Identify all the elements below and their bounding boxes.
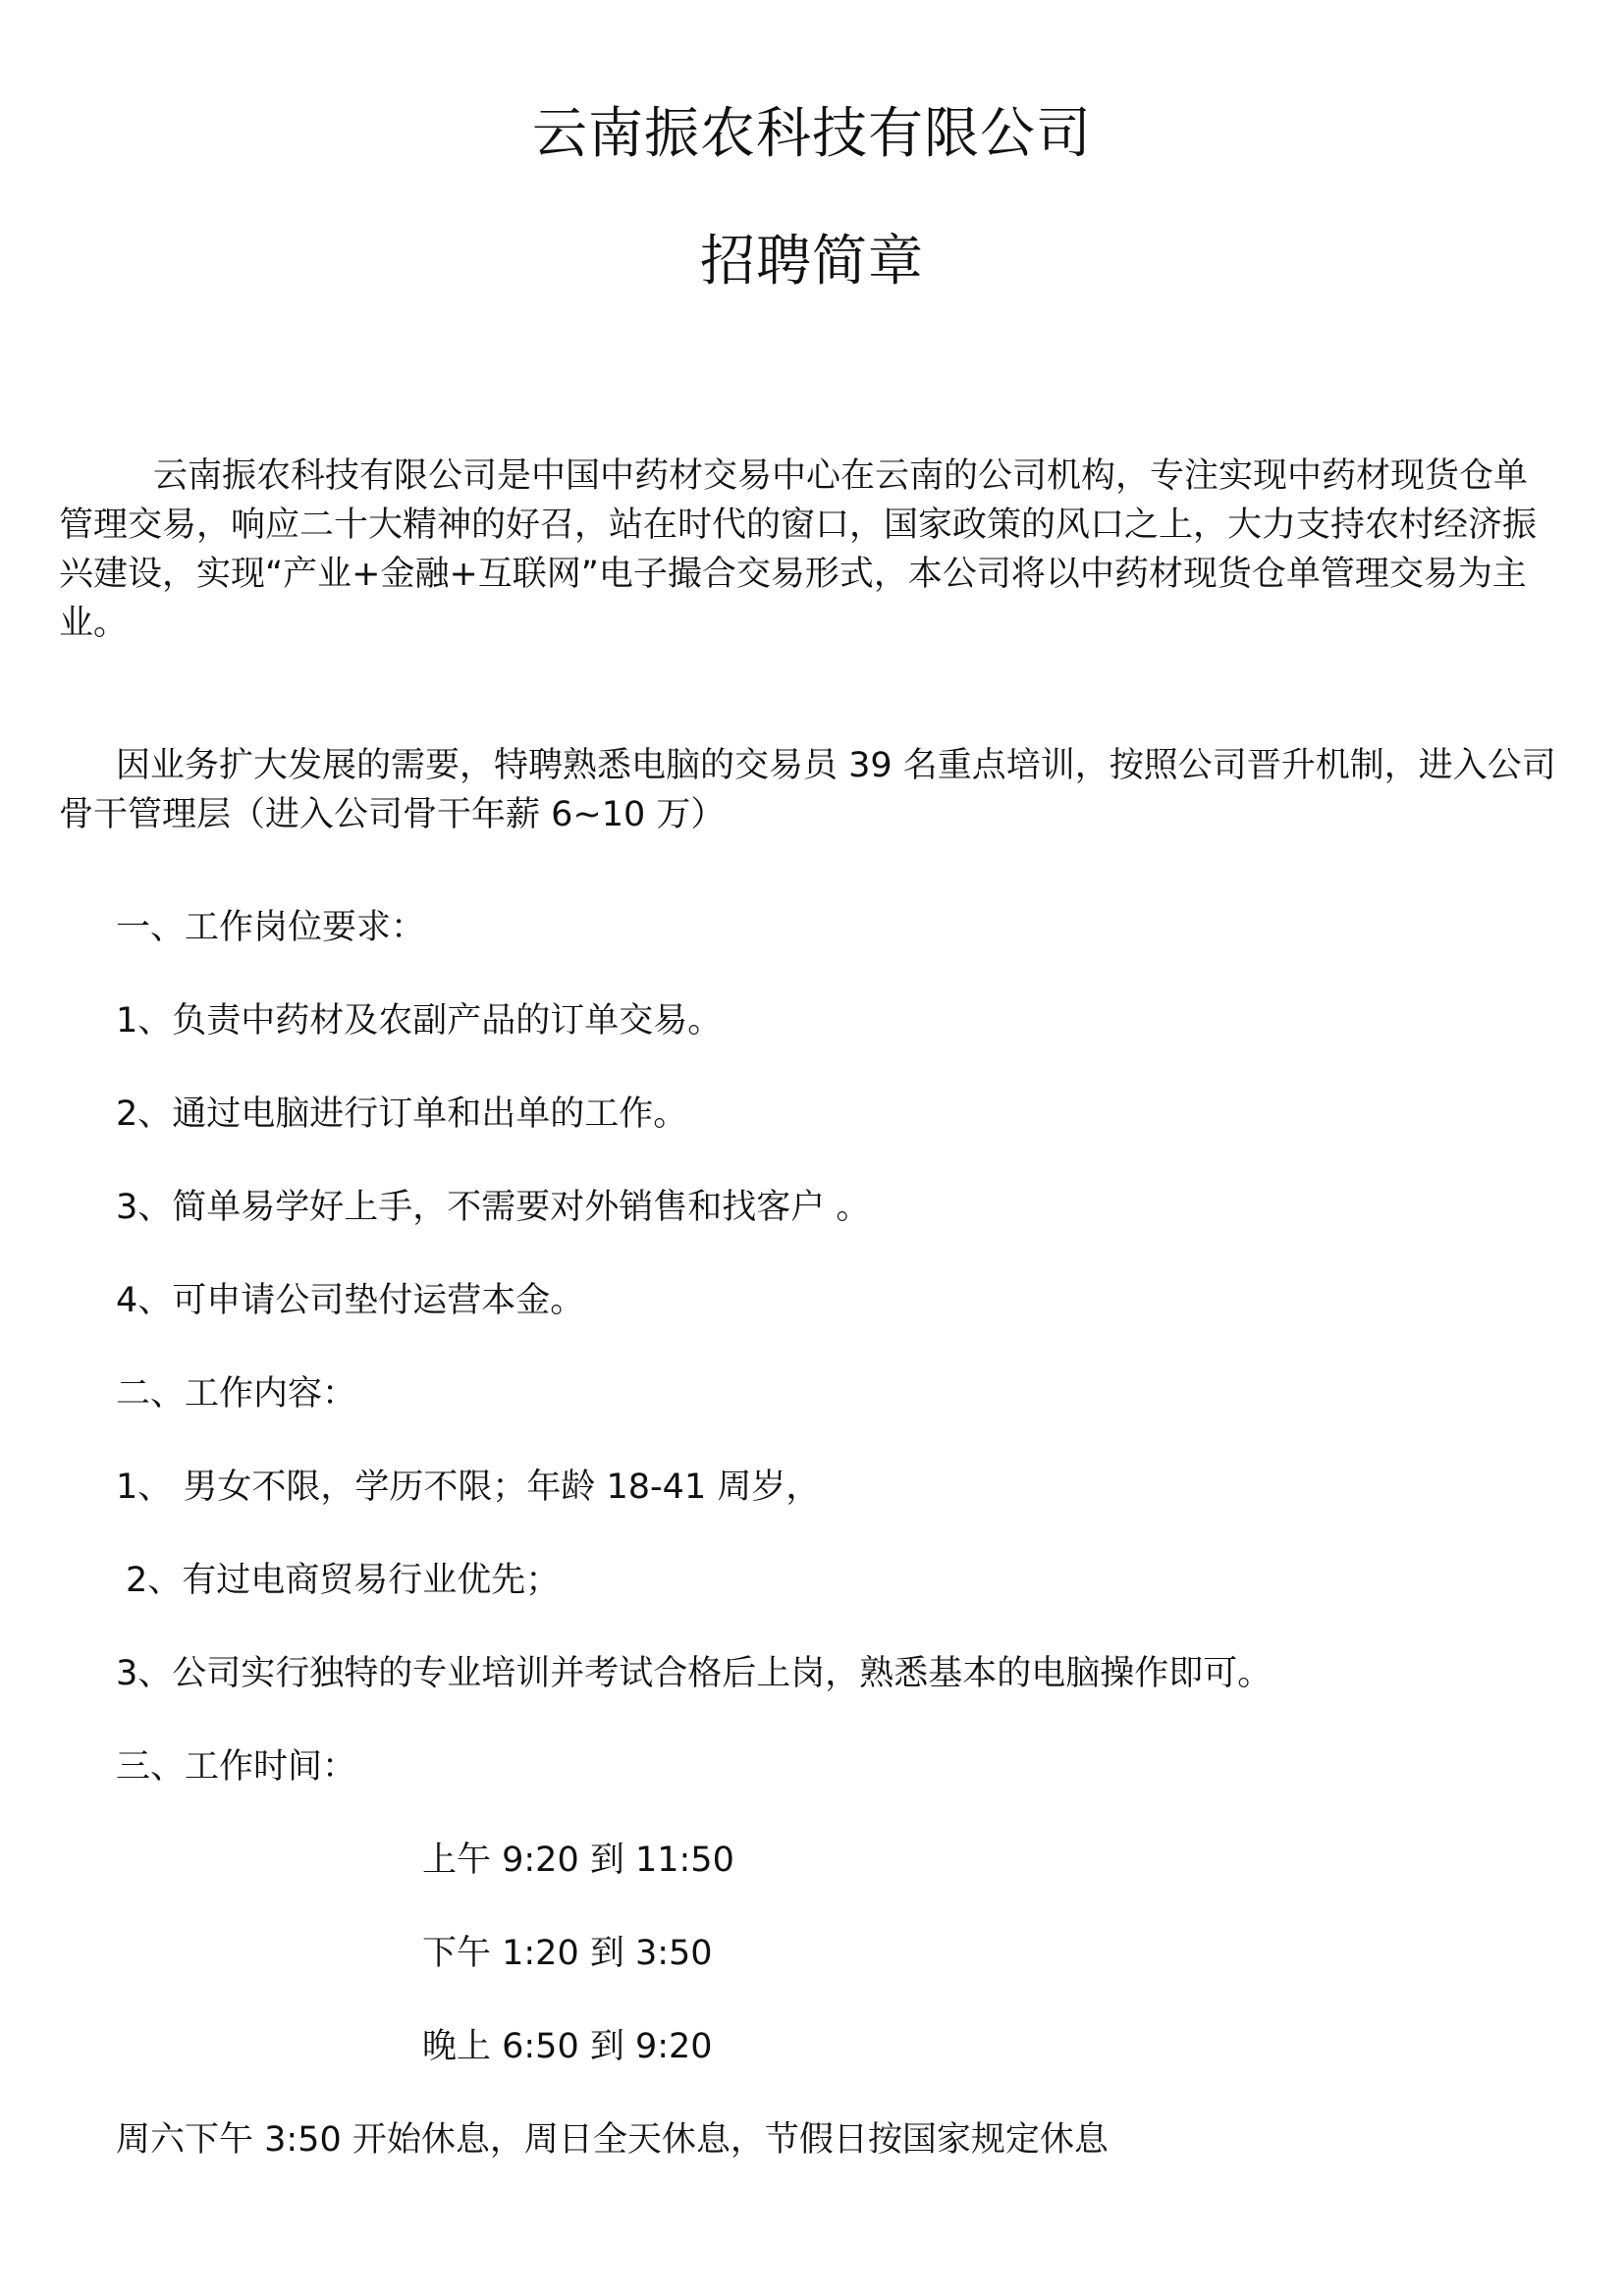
section1-item: 2、通过电脑进行订单和出单的工作。	[116, 1095, 688, 1134]
intro-paragraph-text: 云南振农科技有限公司是中国中药材交易中心在云南的公司机构，专注实现中药材现货仓单管理交易，响应二十大精神的好召，站在时代的窗口，国家政策的风口之上，大力支持农村经济振兴建设，实现“产业+金融+互联网”电子撮合交易形式，本公司将以中药材现货仓单管理交易为主业。	[59, 456, 1538, 643]
work-time-morning: 上午 9:20 到 11:50	[422, 1841, 734, 1880]
section2-heading: 二、工作内容：	[116, 1374, 357, 1414]
section2-item: 1、 男女不限，学历不限；年龄 18-41 周岁，	[116, 1468, 821, 1507]
document-title: 招聘简章	[700, 230, 924, 294]
rest-note: 周六下午 3:50 开始休息，周日全天休息，节假日按国家规定休息	[116, 2120, 1109, 2160]
section1-item: 1、负责中药材及农副产品的订单交易。	[116, 1001, 723, 1041]
section1-item: 4、可申请公司垫付运营本金。	[116, 1281, 585, 1320]
section1-heading: 一、工作岗位要求：	[116, 908, 426, 947]
work-time-evening: 晚上 6:50 到 9:20	[422, 2027, 713, 2066]
recruit-paragraph-text: 因业务扩大发展的需要，特聘熟悉电脑的交易员 39 名重点培训，按照公司晋升机制，进入公司骨干管理层（进入公司骨干年薪 6~10 万）	[59, 746, 1556, 834]
company-title: 云南振农科技有限公司	[532, 102, 1092, 166]
intro-paragraph	[59, 452, 1561, 648]
section2-item: 2、有过电商贸易行业优先；	[126, 1561, 561, 1600]
section3-heading: 三、工作时间：	[116, 1747, 357, 1787]
recruit-paragraph	[59, 741, 1561, 839]
section2-item: 3、公司实行独特的专业培训并考试合格后上岗，熟悉基本的电脑操作即可。	[116, 1654, 1272, 1693]
work-time-afternoon: 下午 1:20 到 3:50	[422, 1934, 713, 1973]
section1-item: 3、简单易学好上手，不需要对外销售和找客户 。	[116, 1188, 871, 1227]
